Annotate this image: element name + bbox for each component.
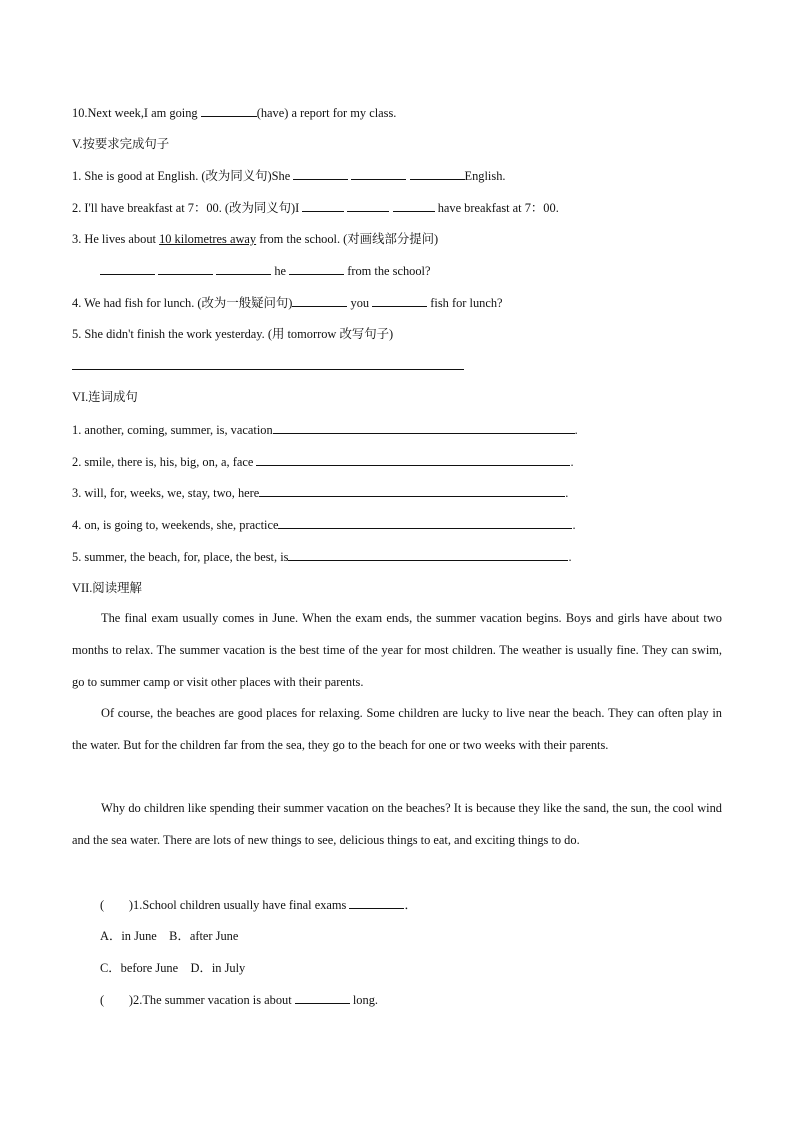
ordering-item-5 xyxy=(72,548,572,565)
question-10 xyxy=(72,104,396,121)
reading-question-2 xyxy=(100,991,378,1008)
question-text: 5. summer, the beach, for, place, the best, is xyxy=(72,550,289,564)
answer-blank[interactable] xyxy=(347,199,389,212)
paragraph-text: Of course, the beaches are good places for relaxing. Some children are lucky to live near the beach. They can often play in the water. But for the children far from the sea, they go to the beach for one or two weeks with their parents. xyxy=(72,706,722,752)
reading-paragraph-3 xyxy=(72,793,722,857)
reading-paragraph-1 xyxy=(72,603,722,698)
section-title: VI.连词成句 xyxy=(72,390,138,404)
answer-blank[interactable] xyxy=(410,167,465,180)
section-title: VII.阅读理解 xyxy=(72,581,142,595)
answer-line[interactable] xyxy=(288,548,568,561)
question-text: 1. another, coming, summer, is, vacation xyxy=(72,423,273,437)
question-text: English. xyxy=(464,169,506,183)
ordering-item-2 xyxy=(72,453,574,470)
question-text: from the school. (对画线部分提问) xyxy=(256,232,439,246)
answer-blank[interactable] xyxy=(372,294,427,307)
section-title: V.按要求完成句子 xyxy=(72,137,170,151)
question-text: 5. She didn't finish the work yesterday. (用 tomorrow 改写句子) xyxy=(72,327,394,341)
question-text: have breakfast at 7：00. xyxy=(434,201,559,215)
question-text: 10.Next week,I am going xyxy=(72,106,201,120)
punctuation: ． xyxy=(404,898,417,912)
sentence-3 xyxy=(72,231,438,247)
answer-line[interactable] xyxy=(278,516,572,529)
answer-line[interactable] xyxy=(72,357,464,370)
question-text: fish for lunch? xyxy=(427,296,503,310)
answer-blank[interactable] xyxy=(393,199,435,212)
sentence-4 xyxy=(72,294,503,311)
sentence-1 xyxy=(72,167,506,184)
question-text: 2. I'll have breakfast at 7：00. (改为同义句)I xyxy=(72,201,303,215)
ordering-item-4 xyxy=(72,516,576,533)
question-text: 2. smile, there is, his, big, on, a, face xyxy=(72,455,257,469)
question-text: long. xyxy=(349,993,378,1007)
answer-blank[interactable] xyxy=(302,199,344,212)
reading-question-1 xyxy=(100,896,417,913)
answer-blank[interactable] xyxy=(289,262,344,275)
question-text: you xyxy=(347,296,373,310)
sentence-3-answer xyxy=(100,262,430,279)
reading-question-1-options-ab: A．in June B．after June xyxy=(100,929,239,943)
reading-question-1-options-cd: C．before June D．in July xyxy=(100,961,246,975)
ordering-item-1 xyxy=(72,421,578,438)
paragraph-text: The final exam usually comes in June. When the exam ends, the summer vacation begins. Boys and girls have about two months to relax. The summer vacation is the best time of the year for most children. The weather is usually fine. They can swim, go to summer camp or visit other places with their parents. xyxy=(72,611,722,689)
punctuation: . xyxy=(574,423,578,437)
punctuation: . xyxy=(572,518,576,532)
question-text: ( )1.School children usually have final exams xyxy=(100,898,350,912)
sentence-5-answer xyxy=(72,357,464,374)
answer-blank[interactable] xyxy=(293,167,348,180)
answer-blank[interactable] xyxy=(216,262,271,275)
reading-paragraph-2 xyxy=(72,698,722,762)
question-text: 4. We had fish for lunch. (改为一般疑问句) xyxy=(72,296,293,310)
punctuation: . xyxy=(570,455,574,469)
sentence-5 xyxy=(72,326,393,342)
question-text: ( )2.The summer vacation is about xyxy=(100,993,295,1007)
answer-blank[interactable] xyxy=(295,991,350,1004)
ordering-item-3 xyxy=(72,484,568,501)
answer-blank[interactable] xyxy=(158,262,213,275)
answer-line[interactable] xyxy=(273,421,575,434)
punctuation: . xyxy=(568,550,572,564)
underlined-phrase: 10 kilometres away xyxy=(159,232,257,246)
answer-line[interactable] xyxy=(259,484,565,497)
question-text: 3. will, for, weeks, we, stay, two, here xyxy=(72,486,260,500)
sentence-2 xyxy=(72,199,559,216)
question-text: (have) a report for my class. xyxy=(256,106,397,120)
paragraph-text: Why do children like spending their summer vacation on the beaches? It is because they like the sand, the sun, the cool wind and the sea water. There are lots of new things to see, delicious things to eat, and exciting things to do. xyxy=(72,801,722,847)
question-text: 3. He lives about xyxy=(72,232,160,246)
question-text: from the school? xyxy=(344,264,431,278)
answer-blank[interactable] xyxy=(349,896,404,909)
answer-blank[interactable] xyxy=(100,262,155,275)
punctuation: . xyxy=(565,486,569,500)
question-text: 1. She is good at English. (改为同义句)She xyxy=(72,169,294,183)
answer-blank[interactable] xyxy=(351,167,406,180)
answer-blank[interactable] xyxy=(201,104,257,117)
question-text: he xyxy=(271,264,290,278)
answer-blank[interactable] xyxy=(292,294,347,307)
answer-line[interactable] xyxy=(256,453,570,466)
question-text: 4. on, is going to, weekends, she, practice xyxy=(72,518,279,532)
